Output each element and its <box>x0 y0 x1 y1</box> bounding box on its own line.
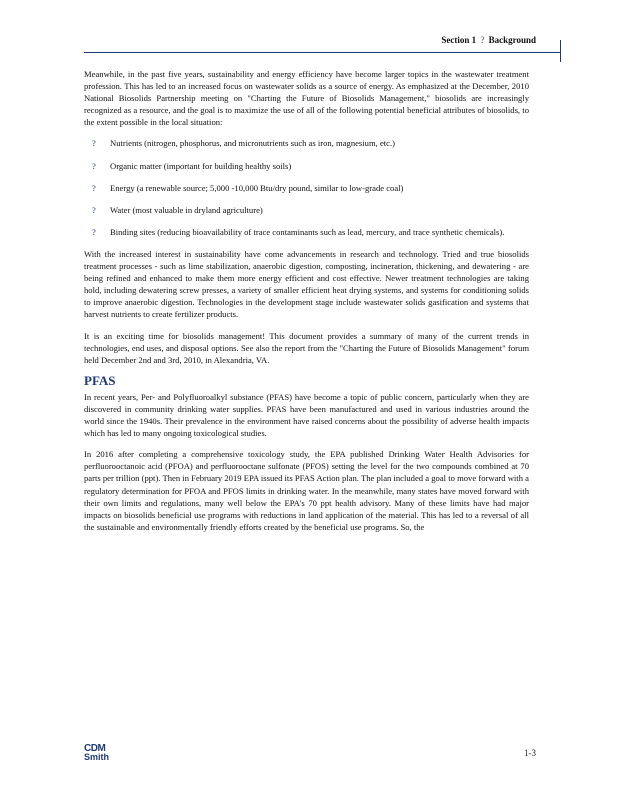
bullet-icon: ? <box>92 204 96 215</box>
section-title: Background <box>488 35 536 45</box>
list-item: ? Water (most valuable in dryland agriculture) <box>92 204 263 215</box>
bullet-icon: ? <box>92 160 96 171</box>
pfas-paragraph-2: In 2016 after completing a comprehensive toxicology study, the EPA published Drinking Water Health Advisories for perfluorooctanoic acid (PFOA) and perfluorooctane sulfonate (PFOS) setting the level for the two compounds combined at 70 parts per trillion (ppt). Then in February 2019 EPA issued its PFAS Action plan. The plan included a goal to move forward with a regulatory determination for PFOA and PFOS limits in drinking water. In the meanwhile, many states have moved forward with their own limits and regulations, many well below the EPA's 70 ppt health advisory. Many of these limits have had major impacts on biosolids beneficial use programs with reductions in land application of the material. This has led to a reversal of all the sustainable and environmentally friendly efforts created by the beneficial use programs. So, the <box>84 449 529 532</box>
list-item: ? Binding sites (reducing bioavailability of trace contaminants such as lead, mercury, and trace synthetic chemicals). <box>92 226 505 237</box>
logo-line-2: Smith <box>84 752 110 762</box>
header-horizontal-rule <box>84 52 560 53</box>
bullet-icon: ? <box>92 226 96 237</box>
list-item: ? Nutrients (nitrogen, phosphorus, and micronutrients such as iron, magnesium, etc.) <box>92 138 395 149</box>
list-item: ? Organic matter (important for building healthy soils) <box>92 160 292 171</box>
pfas-paragraph-1: In recent years, Per- and Polyfluoroalkyl substance (PFAS) have become a topic of public concern, particularly when they are discovered in community drinking water supplies. PFAS have been manufactured and used in various industries around the world since the 1940s. Their prevalence in the environment have raised concerns about the possibility of adverse health impacts which has led to many ongoing toxicological studies. <box>84 391 529 439</box>
bullet-icon: ? <box>92 182 96 193</box>
bullet-icon: ? <box>92 138 96 149</box>
page-number: 1-3 <box>524 748 536 758</box>
pfas-heading: PFAS <box>84 372 116 388</box>
company-logo <box>84 744 124 762</box>
logo-line-1: CDM <box>84 743 106 754</box>
header-vertical-rule <box>560 40 561 62</box>
header-separator: ? <box>480 35 485 45</box>
body-text <box>84 68 529 542</box>
running-header <box>441 35 536 45</box>
list-item: ? Energy (a renewable source; 5,000 -10,000 Btu/dry pound, similar to low-grade coal) <box>92 182 404 193</box>
technology-paragraph: With the increased interest in sustainability have come advancements in research and technology. Tried and true biosolids treatment processes - such as lime stabilization, anaerobic digestion, composting, incineration, thickening, and dewatering - are being refined and enhanced to make them more energy efficient and cost effective. Newer treatment technologies are taking hold, including dewatering screw presses, a variety of smaller efficient heat drying systems, and systems for conditioning solids to improve anaerobic digestion. Technologies in the development stage include wastewater solids gasification and systems that harvest nutrients to create fertilizer products. <box>84 248 529 320</box>
intro-paragraph: Meanwhile, in the past five years, sustainability and energy efficiency have become larger topics in the wastewater treatment profession. This has led to an increased focus on wastewater solids as a source of energy. As emphasized at the December, 2010 National Biosolids Partnership meeting on "Charting the Future of Biosolids Management," biosolids are increasingly recognized as a resource, and the goal is to maximize the use of all of the following potential beneficial attributes of biosolids, to the extent possible in the local situation: <box>84 69 529 128</box>
summary-paragraph: It is an exciting time for biosolids management! This document provides a summary of many of the current trends in technologies, end uses, and disposal options. See also the report from the "Charting the Future of Biosolids Management" forum held December 2nd and 3rd, 2010, in Alexandria, VA. <box>84 330 529 365</box>
section-label: Section 1 <box>441 35 477 45</box>
attributes-list <box>84 137 529 237</box>
